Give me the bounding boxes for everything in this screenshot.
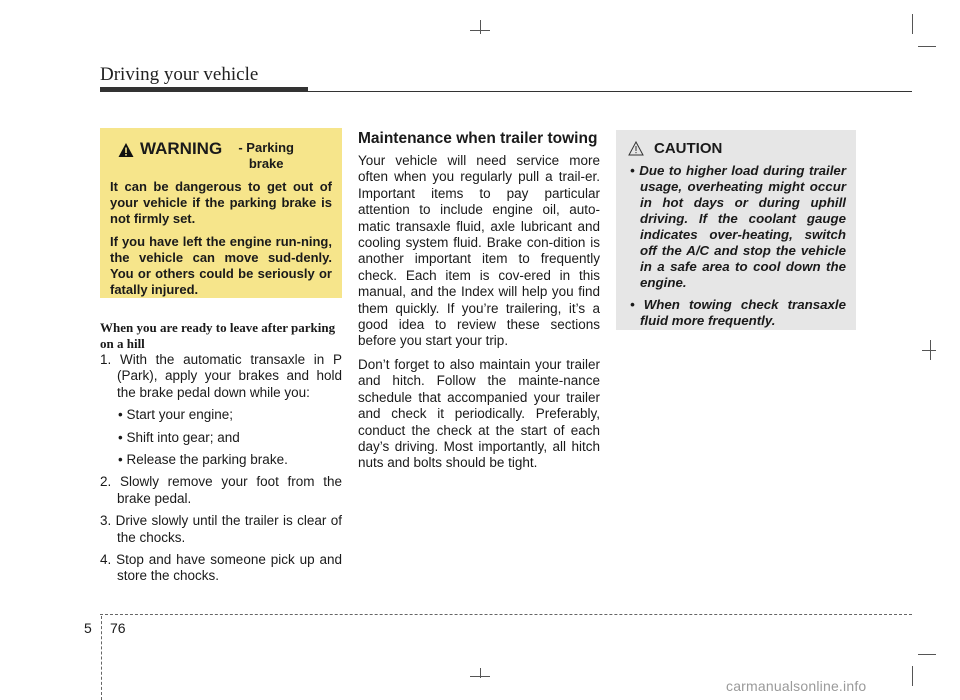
- caution-item: • Due to higher load during trailer usage, overheating might occur in hot days or during uphill driving. If the coolant gauge indicates over-heating, switch off the A/C and stop the vehicle in a safe area to cool down the engine.: [630, 163, 846, 290]
- warning-paragraph: If you have left the engine run-ning, the vehicle can move sud-denly. You or others could be seriously or fatally injured.: [110, 234, 332, 297]
- section-number: 5: [84, 620, 92, 636]
- hill-heading: When you are ready to leave after parking on a hill: [100, 320, 336, 351]
- crop-mark: [912, 666, 913, 686]
- bullet-item: • Start your engine;: [118, 407, 234, 423]
- step-item: 1. With the automatic transaxle in P (Park), apply your brakes and hold the brake pedal down while you:: [100, 352, 342, 400]
- crop-mark: [918, 654, 936, 655]
- caution-item: • When towing check transaxle fluid more frequently.: [630, 297, 846, 328]
- bullet-item: • Shift into gear; and: [118, 429, 240, 445]
- caution-triangle-icon: [628, 141, 644, 156]
- crop-mark: [922, 350, 936, 351]
- hill-steps: [100, 352, 342, 591]
- crop-mark: [480, 668, 481, 678]
- page-divider: [101, 616, 102, 700]
- warning-box: [100, 128, 342, 298]
- crop-mark: [912, 14, 913, 34]
- maintenance-paragraph: Your vehicle will need service more often when you regularly pull a trail-er. Important items to pay particular attention to include engine oil, auto-matic transaxle fluid, axle lubricant and cooling system fluid. Brake con-dition is another important item to frequently check. Each item is cov-ered in this manual, and the Index will help you find them quickly. If you’re trailering, it’s a good idea to review these sections before you start your trip.: [358, 153, 600, 349]
- crop-mark: [480, 20, 481, 34]
- warning-subtitle: - Parking brake: [238, 140, 294, 171]
- maintenance-paragraph: Don’t forget to also maintain your trailer and hitch. Follow the mainte-nance schedule that accompanied your trailer and check it periodically. Preferably, conduct the check at the start of each day’s driving. Most importantly, all hitch nuts and bolts should be tight.: [358, 357, 600, 471]
- warning-paragraph: It can be dangerous to get out of your vehicle if the parking brake is not firmly set.: [110, 179, 332, 226]
- maintenance-heading: Maintenance when trailer towing: [358, 130, 598, 147]
- caution-label: CAUTION: [654, 140, 723, 157]
- warning-triangle-icon: [118, 142, 134, 158]
- step-item: 4. Stop and have someone pick up and store the chocks.: [100, 552, 342, 584]
- header-rule-accent: [100, 87, 308, 92]
- warning-label: WARNING: [140, 139, 223, 158]
- bullet-item: • Release the parking brake.: [118, 452, 288, 468]
- section-title: Driving your vehicle: [100, 64, 259, 85]
- step-item: 2. Slowly remove your foot from the brake pedal.: [100, 474, 342, 506]
- footer-rule: [100, 614, 912, 615]
- caution-header: [628, 140, 846, 157]
- caution-box: [616, 130, 856, 330]
- step-item: 3. Drive slowly until the trailer is clear of the chocks.: [100, 513, 342, 545]
- page-number: 76: [110, 620, 126, 636]
- crop-mark: [918, 46, 936, 47]
- watermark: carmanualsonline.info: [726, 678, 867, 694]
- warning-header: [110, 140, 332, 172]
